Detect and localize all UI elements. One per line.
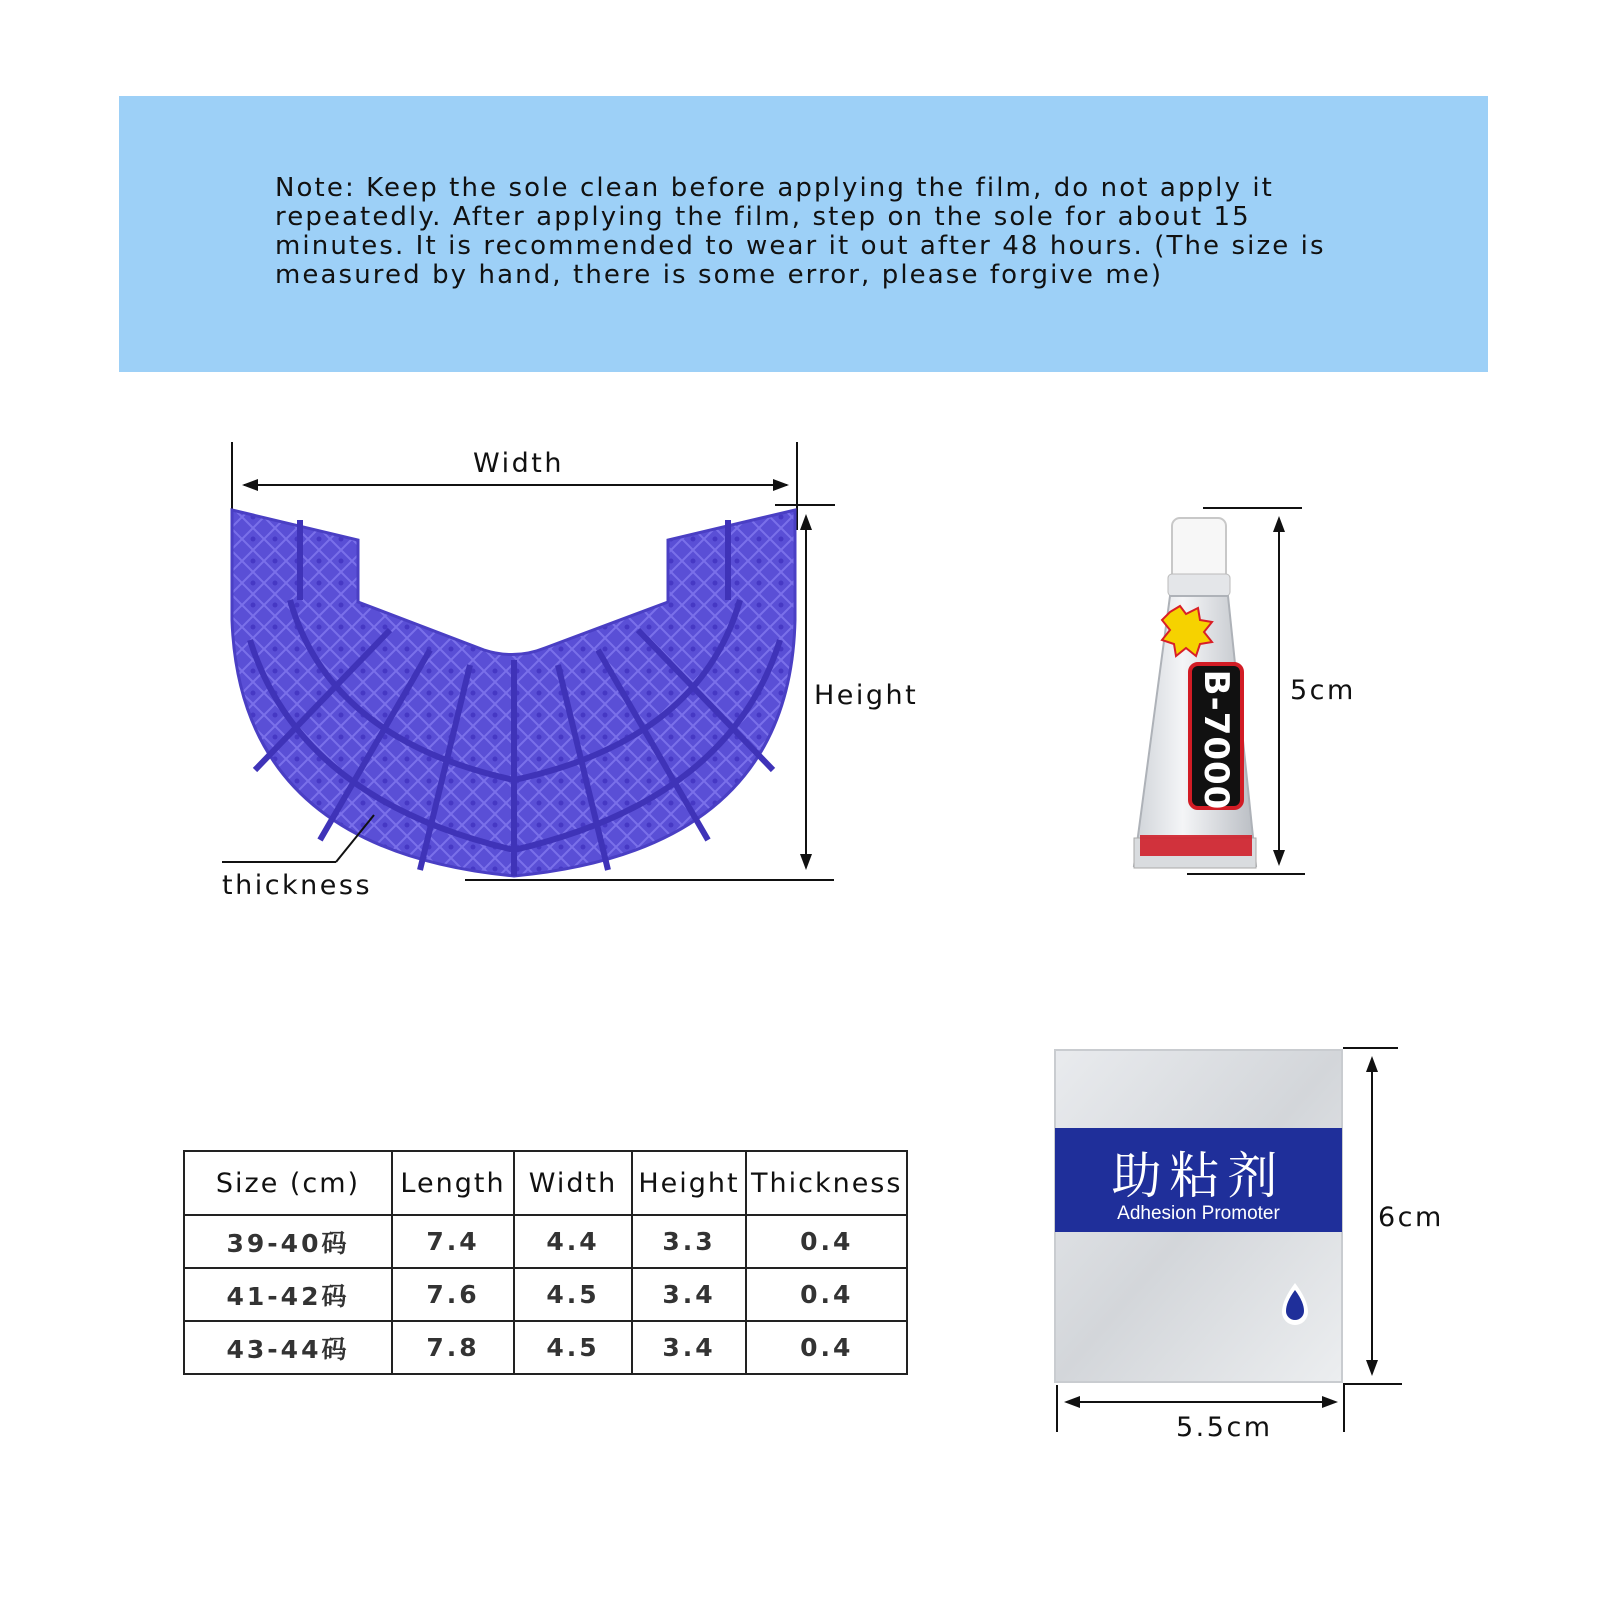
sachet-chinese-name: 助粘剂 [1111, 1147, 1286, 1205]
tube-dimension-label: 5cm [1290, 675, 1356, 706]
size-table [183, 1150, 908, 1375]
note-text: Note: Keep the sole clean before applying the film, do not apply it repeatedly. After applying the film, step on the sole for about 15 minutes. It is recommended to wear it out after 48 hours. (The size is measured by hand, there is some error, please forgive me) [275, 173, 1326, 290]
header-height: Height [632, 1151, 746, 1215]
sachet-width-label: 5.5cm [1176, 1412, 1273, 1443]
table-row [184, 1215, 907, 1268]
header-length: Length [392, 1151, 514, 1215]
sachet-english-name: Adhesion Promoter [1117, 1203, 1280, 1224]
cell-length: 7.6 [392, 1268, 514, 1321]
width-label: Width [473, 448, 564, 479]
header-width: Width [514, 1151, 632, 1215]
cell-length: 7.8 [392, 1321, 514, 1374]
cell-thickness: 0.4 [746, 1215, 907, 1268]
cell-size: 41-42码 [184, 1268, 392, 1321]
cell-size: 43-44码 [184, 1321, 392, 1374]
cell-length: 7.4 [392, 1215, 514, 1268]
table-row [184, 1321, 907, 1374]
header-thickness: Thickness [746, 1151, 907, 1215]
cell-thickness: 0.4 [746, 1268, 907, 1321]
cell-width: 4.4 [514, 1215, 632, 1268]
table-header-row [184, 1151, 907, 1215]
cell-width: 4.5 [514, 1268, 632, 1321]
cell-height: 3.3 [632, 1215, 746, 1268]
cell-thickness: 0.4 [746, 1321, 907, 1374]
sachet-height-label: 6cm [1378, 1202, 1444, 1233]
cell-height: 3.4 [632, 1268, 746, 1321]
table-row [184, 1268, 907, 1321]
tube-brand-text: B-7000 [1196, 669, 1236, 811]
height-label: Height [814, 680, 919, 711]
thickness-label: thickness [222, 870, 373, 901]
cell-width: 4.5 [514, 1321, 632, 1374]
cell-size: 39-40码 [184, 1215, 392, 1268]
header-size: Size (cm) [184, 1151, 392, 1215]
cell-height: 3.4 [632, 1321, 746, 1374]
